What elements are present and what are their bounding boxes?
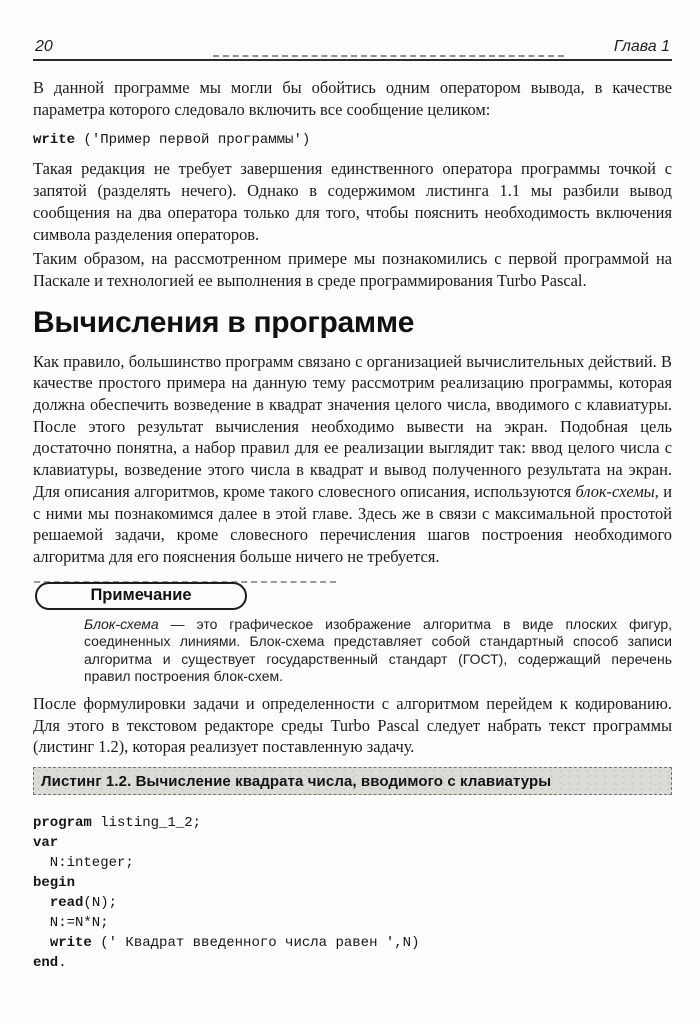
note-text xyxy=(84,616,672,686)
code-line: read(N); xyxy=(49,895,118,912)
code-line: begin xyxy=(33,875,76,892)
code-line: var xyxy=(33,835,59,852)
paragraph-intro: В данной программе мы могли бы обойтись одним оператором вывода, в качестве параметра которого следовало включить все сообщение целиком: xyxy=(33,78,672,119)
paragraph-coding-transition: После формулировки задачи и определенности с алгоритмом перейдем к кодированию. Для этого в текстовом редакторе среды Turbo Pascal следует набрать текст программы (листинг 1.2), которая реализует поставленную задачу. xyxy=(33,694,672,757)
paragraph-semicolon-note: Такая редакция не требует завершения единственного оператора программы точкой с запятой (разделять нечего). Однако в содержимом листинга 1.1 мы разбили вывод сообщения на два оператора только для того, чтобы пояснить необходимость включения символа разделения операторов. xyxy=(33,159,672,244)
paragraph-text: , и с ними мы познакомимся далее в этой главе. Здесь же в связи с максимальной простотой решаемой задачи, кроме словесного перечисления шагов построения необходимого алгоритма для его пояснения больше ничего не требуется. xyxy=(33,481,673,566)
note-term: Блок-схема xyxy=(84,615,159,632)
code-line: program listing_1_2; xyxy=(33,815,202,832)
note-block xyxy=(33,581,672,686)
note-pill xyxy=(35,582,247,610)
code-line: N:=N*N; xyxy=(33,915,109,932)
code-text: ('Пример первой программы') xyxy=(75,132,311,149)
code-listing xyxy=(33,813,672,973)
note-label: Примечание xyxy=(90,586,192,605)
term-flowchart: блок-схемы xyxy=(575,481,655,501)
header-rule xyxy=(33,59,672,61)
paragraph-summary: Таким образом, на рассмотренном примере мы познакомились с первой программой на Паскале и технологией ее выполнения в среде программирования Turbo Pascal. xyxy=(33,249,672,290)
chapter-label: Глава 1 xyxy=(613,38,670,55)
page-header xyxy=(33,34,672,56)
page-number: 20 xyxy=(35,38,53,55)
listing-caption: Листинг 1.2. Вычисление квадрата числа, вводимого с клавиатуры xyxy=(41,772,552,790)
note-body: — это графическое изображение алгоритма в виде плоских фигур, соединенных линиями. Блок-схема представляет собой стандартный способ записи алгоритма и существует государственный стандарт (ГОСТ), содержащий перечень правил построения блок-схем. xyxy=(84,615,672,685)
code-line: write (' Квадрат введенного числа равен ',N) xyxy=(49,935,420,952)
inline-code-write xyxy=(33,131,672,149)
code-keyword: write xyxy=(33,132,76,149)
section-heading: Вычисления в программе xyxy=(33,305,415,339)
listing-caption-bar xyxy=(33,767,672,795)
code-line: end. xyxy=(33,955,67,972)
code-line: N:integer; xyxy=(33,855,134,872)
paragraph-text: Как правило, большинство программ связано с организацией вычислительных действий. В качестве простого примера на данную тему рассмотрим реализацию программы, которая должна обеспечить возведение в квадрат значения целого числа, вводимого с клавиатуры. После этого результат вычисления необходимо вывести на экран. Подобная цель достаточно понятна, а набор правил для ее реализации выглядит так: ввод целого числа с клавиатуры, возведение этого числа в квадрат и вывод полученного результата на экран. Для описания алгоритмов, кроме такого словесного описания, используются xyxy=(33,351,672,501)
paragraph-task-description xyxy=(33,351,672,568)
header-rule-scan-artifact xyxy=(213,55,564,57)
